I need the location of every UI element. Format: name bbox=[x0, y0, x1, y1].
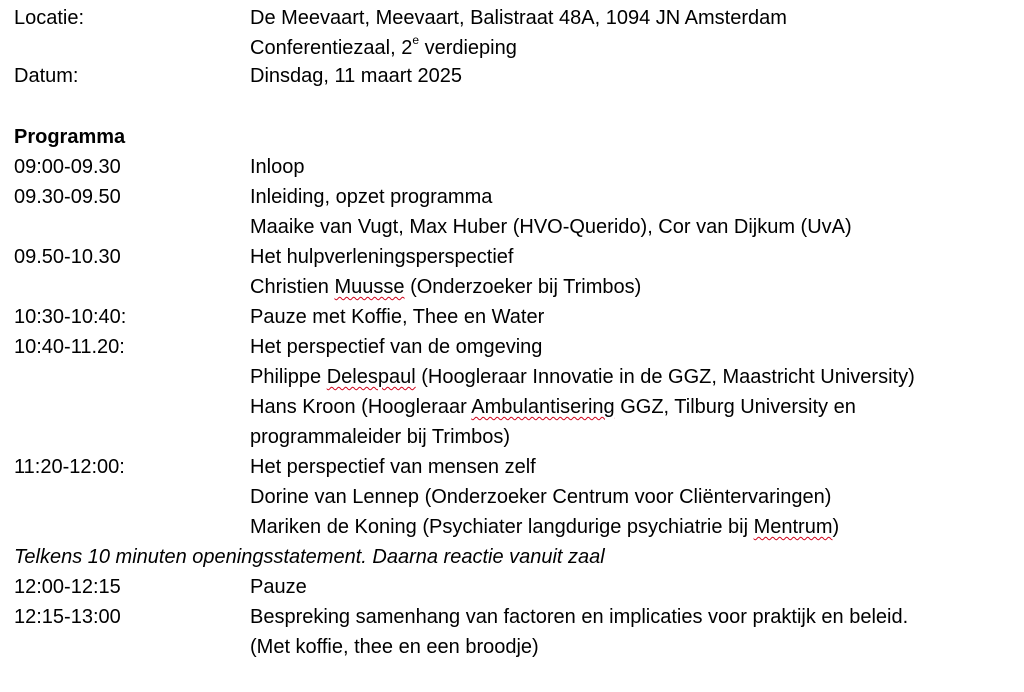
program-item: Het perspectief van de omgeving bbox=[250, 336, 543, 358]
location-room-superscript: e bbox=[412, 33, 420, 48]
program-time: 12:15-13:00 bbox=[14, 606, 121, 628]
speaker-text: Hans Kroon (Hoogleraar bbox=[250, 396, 472, 418]
location-address: De Meevaart, Meevaart, Balistraat 48A, 1094 JN Amsterdam bbox=[250, 7, 787, 29]
speaker-text: Christien bbox=[250, 276, 335, 298]
program-item: Het perspectief van mensen zelf bbox=[250, 456, 536, 478]
location-room-text: Conferentiezaal, 2 bbox=[250, 37, 413, 59]
program-speakers bbox=[250, 272, 641, 302]
spellcheck-word: Muusse bbox=[334, 276, 405, 298]
speaker-text: GGZ, Tilburg University en bbox=[614, 396, 856, 418]
program-item: Bespreking samenhang van factoren en implicaties voor praktijk en beleid. bbox=[250, 606, 909, 628]
program-time: 10:40-11.20: bbox=[14, 336, 125, 358]
program-speakers: Maaike van Vugt, Max Huber (HVO-Querido), Cor van Dijkum (UvA) bbox=[250, 216, 852, 238]
program-heading-text: Programma bbox=[14, 126, 126, 148]
speaker-text: Philippe bbox=[250, 366, 327, 388]
date-value: Dinsdag, 11 maart 2025 bbox=[250, 65, 462, 87]
location-room-suffix: verdieping bbox=[419, 37, 517, 59]
program-speakers bbox=[250, 392, 856, 422]
date-label: Datum: bbox=[14, 65, 79, 87]
speaker-text: (Onderzoeker bij Trimbos) bbox=[404, 276, 642, 298]
program-item: Pauze met Koffie, Thee en Water bbox=[250, 306, 545, 328]
program-item: Pauze bbox=[250, 576, 307, 598]
program-note-text: Telkens 10 minuten openingsstatement. Daarna reactie vanuit zaal bbox=[14, 546, 605, 568]
program-item: Inleiding, opzet programma bbox=[250, 186, 493, 208]
program-time: 09.50-10.30 bbox=[14, 246, 121, 268]
program-speakers bbox=[250, 512, 839, 542]
speaker-text: (Hoogleraar Innovatie in de GGZ, Maastricht University) bbox=[415, 366, 915, 388]
spellcheck-word: Mentrum bbox=[753, 516, 833, 538]
program-time: 09:00-09.30 bbox=[14, 156, 121, 178]
program-speakers: programmaleider bij Trimbos) bbox=[250, 426, 511, 448]
program-time: 09.30-09.50 bbox=[14, 186, 121, 208]
program-item-detail: (Met koffie, thee en een broodje) bbox=[250, 636, 539, 658]
program-time: 11:20-12:00: bbox=[14, 456, 125, 478]
program-speakers bbox=[250, 362, 915, 392]
program-item: Het hulpverleningsperspectief bbox=[250, 246, 514, 268]
speaker-text: Mariken de Koning (Psychiater langdurige psychiatrie bij bbox=[250, 516, 754, 538]
spellcheck-word: Ambulantisering bbox=[471, 396, 615, 418]
location-room bbox=[250, 33, 517, 63]
spellcheck-word: Delespaul bbox=[326, 366, 416, 388]
program-time: 10:30-10:40: bbox=[14, 306, 127, 328]
program-time: 12:00-12:15 bbox=[14, 576, 121, 598]
program-speakers: Dorine van Lennep (Onderzoeker Centrum voor Cliëntervaringen) bbox=[250, 486, 832, 508]
program-item: Inloop bbox=[250, 156, 305, 178]
speaker-text: ) bbox=[832, 516, 840, 538]
location-label: Locatie: bbox=[14, 7, 85, 29]
